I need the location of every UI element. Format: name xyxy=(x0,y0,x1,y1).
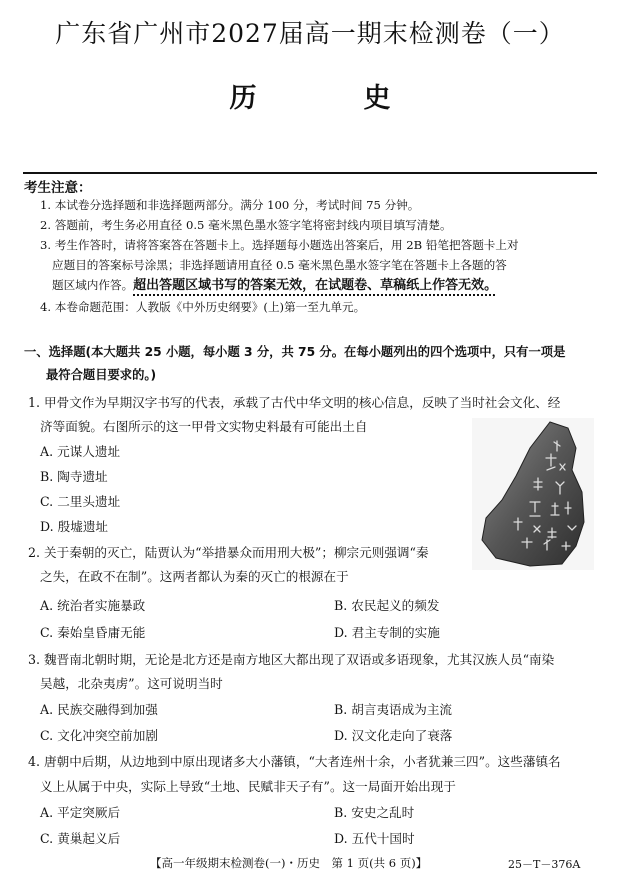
q4-stem-line-2: 义上从属于中央，实际上导致“土地、民赋非天子有”。这一局面开始出现于 xyxy=(40,779,456,794)
q2-option-a: A. 统治者实施暴政 xyxy=(40,598,146,613)
section-heading-line-1: 一、选择题(本大题共 25 小题，每小题 3 分，共 75 分。在每小题列出的四个选项中，只有一项是 xyxy=(24,345,566,359)
subject-title: 历 史 xyxy=(229,83,431,114)
notice-emphasis: 超出答题区域书写的答案无效，在试题卷、草稿纸上作答无效。 xyxy=(133,278,498,293)
notice-item-1: 1. 本试卷分选择题和非选择题两部分。满分 100 分，考试时间 75 分钟。 xyxy=(40,198,420,212)
q2-option-d: D. 君主专制的实施 xyxy=(334,625,440,640)
notice-heading: 考生注意： xyxy=(24,180,92,196)
q3-stem-line-2: 吴越，北杂夷虏”。这可说明当时 xyxy=(40,676,223,691)
divider xyxy=(23,172,597,174)
q1-option-b: B. 陶寺遗址 xyxy=(40,469,108,484)
q4-option-d: D. 五代十国时 xyxy=(334,831,415,846)
q4-stem-line-1: 4. 唐朝中后期，从边地到中原出现诸多大小藩镇，“大者连州十余，小者犹兼三四”。这些藩镇名 xyxy=(28,754,561,769)
q4-option-c: C. 黄巢起义后 xyxy=(40,831,121,846)
notice-item-3-plain: 题区域内作答。 xyxy=(52,278,134,292)
q3-option-d: D. 汉文化走向了衰落 xyxy=(334,728,453,743)
q3-option-c: C. 文化冲突空前加剧 xyxy=(40,728,158,743)
q2-stem-line-1: 2. 关于秦朝的灭亡，陆贾认为“举措暴众而用刑大极”；柳宗元则强调“秦 xyxy=(28,545,429,560)
q3-option-b: B. 胡言夷语成为主流 xyxy=(334,702,453,717)
q3-option-a: A. 民族交融得到加强 xyxy=(40,702,158,717)
q1-stem-line-1: 1. 甲骨文作为早期汉字书写的代表，承载了古代中华文明的核心信息，反映了当时社会文化、经 xyxy=(28,395,561,410)
q2-option-b: B. 农民起义的频发 xyxy=(334,598,440,613)
q2-stem-line-2: 之失，在政不在制”。这两者都认为秦的灭亡的根源在于 xyxy=(40,569,349,584)
q1-option-c: C. 二里头遗址 xyxy=(40,494,121,509)
notice-item-3-line-3 xyxy=(52,275,607,296)
notice-item-3-line-2: 应题目的答案标号涂黑；非选择题请用直径 0.5 毫米黑色墨水签字笔在答题卡上各题的答 xyxy=(52,258,507,272)
q4-option-a: A. 平定突厥后 xyxy=(40,805,121,820)
q1-option-d: D. 殷墟遗址 xyxy=(40,519,109,534)
notice-item-2: 2. 答题前，考生务必用直径 0.5 毫米黑色墨水签字笔将密封线内项目填写清楚。 xyxy=(40,218,452,232)
paper-code: 25－T－376A xyxy=(508,858,581,871)
section-heading-line-2: 最符合题目要求的。) xyxy=(46,368,157,382)
notice-item-3-line-1: 3. 考生作答时，请将答案答在答题卡上。选择题每小题选出答案后，用 2B 铅笔把答题卡上对 xyxy=(40,238,519,252)
q1-stem-line-2: 济等面貌。右图所示的这一甲骨文实物史料最有可能出土自 xyxy=(40,419,368,434)
page-footer: 【高一年级期末检测卷(一)・历史 第 1 页(共 6 页)】 xyxy=(150,856,428,870)
exam-title: 广东省广州市2027届高一期末检测卷（一） xyxy=(55,19,565,48)
q3-stem-line-1: 3. 魏晋南北朝时期，无论是北方还是南方地区大都出现了双语或多语现象，尤其汉族人员“南染 xyxy=(28,652,555,667)
q4-option-b: B. 安史之乱时 xyxy=(334,805,415,820)
q2-option-c: C. 秦始皇昏庸无能 xyxy=(40,625,146,640)
notice-item-4: 4. 本卷命题范围：人教版《中外历史纲要》(上)第一至九单元。 xyxy=(40,300,366,314)
q1-option-a: A. 元谋人遗址 xyxy=(40,444,121,459)
